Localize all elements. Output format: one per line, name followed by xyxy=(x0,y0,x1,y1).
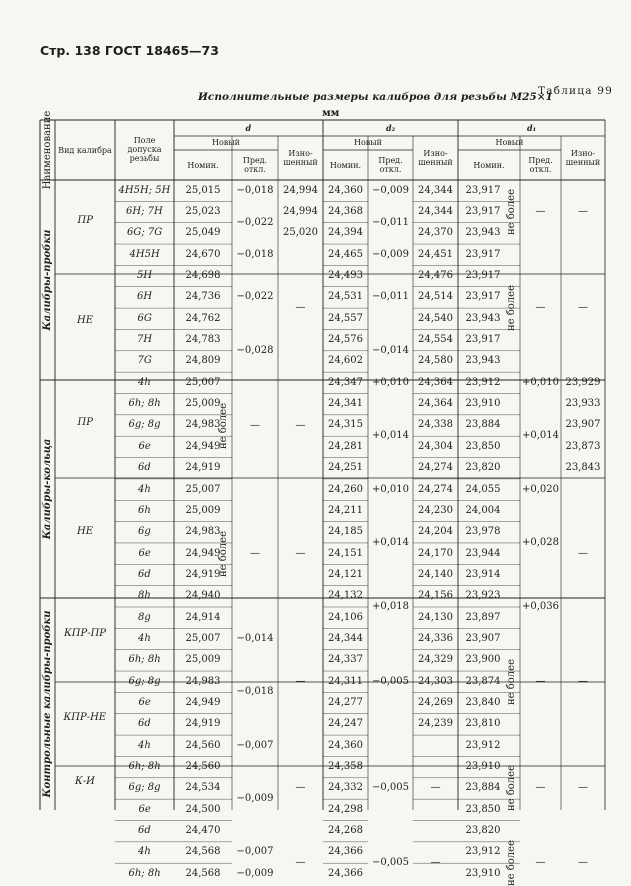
d-worn: 25,020 xyxy=(283,227,318,239)
d-worn: 24,994 xyxy=(283,205,318,217)
d2-worn: 24,140 xyxy=(418,568,453,580)
d-nominal: 24,736 xyxy=(185,291,221,303)
d2-nominal: 24,394 xyxy=(328,227,363,239)
not-more-than-label: не более xyxy=(218,402,229,449)
tolerance-field: 6g; 8g xyxy=(128,419,161,431)
d2-worn: 24,364 xyxy=(418,398,453,410)
d-deviation: −0,018 xyxy=(236,248,274,260)
d-nominal: 24,783 xyxy=(185,334,221,346)
dash-cell: — xyxy=(295,857,306,869)
d2-deviation-merged: −0,005 xyxy=(372,857,410,869)
d2-deviation-merged: +0,014 xyxy=(372,430,410,442)
d1-nominal: 23,912 xyxy=(465,846,501,858)
d1-nominal: 23,943 xyxy=(465,355,501,367)
d2-worn: 24,329 xyxy=(418,654,453,666)
dash-cell: — xyxy=(578,857,588,869)
d-nominal: 25,009 xyxy=(185,504,221,516)
d-nominal: 24,470 xyxy=(185,825,221,837)
d1-nominal: 23,944 xyxy=(465,547,501,559)
d1-deviation-merged: +0,014 xyxy=(522,430,560,442)
d-nominal: 24,568 xyxy=(185,846,221,858)
dash-cell: — xyxy=(250,419,260,431)
dash-cell: — xyxy=(535,302,546,314)
d-nominal: 24,762 xyxy=(185,312,221,324)
d2-nominal: 24,251 xyxy=(328,462,363,474)
d-nominal: 25,049 xyxy=(185,227,221,239)
kind-label: ПР xyxy=(77,417,93,428)
new-header: Новый xyxy=(212,138,240,147)
group-label: Калибры-кольца xyxy=(41,438,53,540)
d2-worn: 24,170 xyxy=(418,547,453,559)
d2-deviation: +0,010 xyxy=(372,483,410,495)
d2-deviation-merged: −0,014 xyxy=(372,344,410,356)
not-more-than-label: не более xyxy=(506,765,517,812)
d2-nominal: 24,298 xyxy=(328,803,363,815)
d2-nominal: 24,277 xyxy=(328,697,363,708)
d-nominal: 25,007 xyxy=(185,376,221,388)
d1-nominal: 23,912 xyxy=(465,739,501,751)
d2-nominal: 24,315 xyxy=(328,419,363,431)
d2-worn: 24,554 xyxy=(418,334,453,346)
d2-header: d₂ xyxy=(386,123,396,133)
d1-deviation: +0,010 xyxy=(522,376,560,388)
dash-cell: — xyxy=(578,302,588,314)
d-nominal: 25,023 xyxy=(185,205,221,217)
tolerance-field: 6h; 8h xyxy=(128,867,161,879)
kind-label: К-И xyxy=(75,776,95,787)
d2-worn: 24,476 xyxy=(418,270,453,281)
d2-nominal: 24,368 xyxy=(328,205,363,217)
tolerance-field: 4h xyxy=(138,632,151,644)
d1-nominal: 23,978 xyxy=(465,526,501,538)
d2-worn: 24,274 xyxy=(418,462,453,474)
d1-nominal: 23,917 xyxy=(465,270,501,281)
tolerance-field: 6g; 8g xyxy=(128,675,161,687)
tolerance-field: 6e xyxy=(138,547,151,559)
d2-worn: 24,269 xyxy=(418,697,453,708)
d1-nominal: 23,917 xyxy=(465,334,501,346)
d2-nominal: 24,132 xyxy=(328,590,363,602)
not-more-than-label: не более xyxy=(218,530,229,577)
d-nominal: 24,809 xyxy=(185,355,221,367)
d-nominal: 24,560 xyxy=(185,739,221,751)
tolerance-field: 6G; 7G xyxy=(127,227,163,239)
group-label: Калибры-пробки xyxy=(41,229,53,331)
tolerance-field: 6d xyxy=(138,462,151,474)
d-nominal: 24,949 xyxy=(185,547,221,559)
d2-worn: 24,344 xyxy=(418,205,453,217)
pred-otkl-header: Пред. откл. xyxy=(378,156,403,175)
tolerance-field: 6e xyxy=(138,697,151,708)
d1-nominal: 23,884 xyxy=(465,419,501,431)
tolerance-field: 6h xyxy=(138,504,151,516)
d1-nominal: 23,874 xyxy=(465,675,501,687)
tolerance-field: 6g; 8g xyxy=(128,782,161,794)
dash-cell: — xyxy=(295,419,306,431)
d1-nominal: 23,912 xyxy=(465,376,501,388)
dash-cell: — xyxy=(535,782,546,794)
d2-worn: 24,364 xyxy=(418,376,453,388)
d2-nominal: 24,360 xyxy=(328,184,363,196)
tolerance-field: 6h; 8h xyxy=(128,398,161,410)
d-nominal: 24,919 xyxy=(185,462,221,474)
d2-nominal: 24,465 xyxy=(328,248,363,260)
d2-deviation-merged: +0,018 xyxy=(372,601,410,612)
d-nominal: 25,007 xyxy=(185,632,221,644)
d-nominal: 24,568 xyxy=(185,867,221,879)
d1-nominal: 23,910 xyxy=(465,398,501,410)
tolerance-field: 4H5H xyxy=(129,248,160,260)
tolerance-field: 6e xyxy=(138,440,151,452)
d1-nominal: 23,917 xyxy=(465,291,501,303)
d-deviation: −0,007 xyxy=(236,846,274,858)
d2-nominal: 24,268 xyxy=(328,825,363,837)
d2-worn: 24,540 xyxy=(418,312,453,324)
tolerance-field: 6d xyxy=(138,568,151,580)
d2-worn: 24,338 xyxy=(418,419,453,431)
d2-nominal: 24,341 xyxy=(328,398,363,410)
d1-nominal: 23,943 xyxy=(465,312,501,324)
pred-otkl-header: Пред. откл. xyxy=(242,156,268,175)
tolerance-field: 4h xyxy=(138,739,151,751)
tolerance-field: 4h xyxy=(138,483,151,495)
not-more-than-label: не более xyxy=(506,658,517,705)
tolerance-field: 6H xyxy=(137,291,153,303)
kind-label: КПР-НЕ xyxy=(63,712,107,723)
tolerance-field: 8h xyxy=(138,590,151,602)
d1-nominal: 23,923 xyxy=(465,590,501,602)
d1-deviation-merged: +0,036 xyxy=(522,601,560,612)
not-more-than-label: не более xyxy=(506,840,517,886)
dash-cell: — xyxy=(578,547,588,559)
d2-deviation: +0,010 xyxy=(372,376,410,388)
table-number: Таблица 99 xyxy=(538,85,613,97)
d1-nominal: 23,884 xyxy=(465,782,501,794)
d-deviation-merged: −0,009 xyxy=(236,793,274,805)
name-column-header: Наименование xyxy=(41,110,53,190)
d1-nominal: 23,943 xyxy=(465,227,501,239)
d1-nominal: 23,850 xyxy=(465,440,501,452)
d1-nominal: 24,004 xyxy=(465,504,501,516)
d1-worn: 23,907 xyxy=(565,419,601,431)
kind-label: НЕ xyxy=(77,526,94,537)
dash-cell: — xyxy=(430,857,441,869)
d-deviation-merged: −0,018 xyxy=(236,686,274,698)
worn-header: Изно-шенный xyxy=(418,149,453,168)
group-label: Контрольные калибры-пробки xyxy=(41,610,53,798)
new-header: Новый xyxy=(495,138,524,147)
kind-label: НЕ xyxy=(77,315,94,326)
tolerance-field: 6h; 8h xyxy=(128,761,161,773)
d2-nominal: 24,337 xyxy=(328,654,363,666)
d2-nominal: 24,247 xyxy=(328,718,363,730)
d-nominal: 24,919 xyxy=(185,718,221,730)
dash-cell: — xyxy=(295,302,306,314)
d-nominal: 24,940 xyxy=(185,590,221,602)
d2-worn: 24,580 xyxy=(418,355,453,367)
tolerance-field: 4H5H; 5H xyxy=(118,184,171,196)
d2-nominal: 24,557 xyxy=(328,312,363,324)
d1-nominal: 23,840 xyxy=(465,697,501,708)
d2-deviation-merged: −0,005 xyxy=(372,675,410,687)
d2-worn: 24,336 xyxy=(418,632,453,644)
d1-nominal: 23,820 xyxy=(465,825,501,837)
tolerance-field: 6G xyxy=(137,312,152,324)
kind-label: КПР-ПР xyxy=(64,628,107,639)
page-header: Стр. 138 ГОСТ 18465—73 xyxy=(40,43,219,58)
dash-cell: — xyxy=(295,675,306,687)
d2-nominal: 24,347 xyxy=(328,376,363,388)
d-nominal: 25,009 xyxy=(185,654,221,666)
d-deviation-merged: −0,022 xyxy=(236,291,274,303)
d-deviation-merged: −0,028 xyxy=(236,344,274,356)
d-nominal: 24,698 xyxy=(185,270,221,281)
d2-worn: 24,514 xyxy=(418,291,453,303)
d1-worn: 23,929 xyxy=(565,376,601,388)
d-nominal: 24,949 xyxy=(185,697,221,708)
d1-nominal: 23,910 xyxy=(465,867,501,879)
d1-worn: 23,873 xyxy=(565,440,601,452)
tolerance-field: 6g xyxy=(138,526,151,538)
d-deviation: −0,007 xyxy=(236,739,274,751)
d2-nominal: 24,211 xyxy=(328,504,363,516)
d2-nominal: 24,360 xyxy=(328,739,363,751)
kind-label: ПР xyxy=(77,215,93,226)
d2-nominal: 24,185 xyxy=(328,526,363,538)
d2-nominal: 24,260 xyxy=(328,483,363,495)
d2-worn: 24,370 xyxy=(418,227,453,239)
d2-nominal: 24,531 xyxy=(328,291,363,303)
d2-nominal: 24,576 xyxy=(328,334,363,346)
d2-worn: 24,303 xyxy=(418,675,453,687)
d2-worn: 24,304 xyxy=(418,440,453,452)
d-deviation: −0,009 xyxy=(236,867,274,879)
d1-nominal: 23,917 xyxy=(465,205,501,217)
d-header: d xyxy=(245,123,252,133)
d2-nominal: 24,366 xyxy=(328,867,363,879)
tolerance-field: 4h xyxy=(138,846,151,858)
units-label: мм xyxy=(322,108,340,119)
dash-cell: — xyxy=(535,206,546,218)
table-title: Исполнительные размеры калибров для резьбы M25×1 xyxy=(198,91,553,103)
d-nominal: 24,914 xyxy=(185,611,221,623)
d2-nominal: 24,493 xyxy=(328,270,363,281)
d1-nominal: 23,810 xyxy=(465,718,501,730)
d-nominal: 24,919 xyxy=(185,568,221,580)
d1-header: d₁ xyxy=(527,123,537,133)
d-nominal: 24,670 xyxy=(185,248,221,260)
dash-cell: — xyxy=(430,782,441,794)
dash-cell: — xyxy=(578,675,588,687)
d2-worn: 24,204 xyxy=(418,526,453,538)
d-deviation-merged: −0,022 xyxy=(236,216,274,228)
worn-header: Изно-шенный xyxy=(283,149,318,168)
dash-cell: — xyxy=(578,782,588,794)
d-nominal: 24,983 xyxy=(185,675,221,687)
dash-cell: — xyxy=(295,782,306,794)
d2-nominal: 24,602 xyxy=(328,355,363,367)
d1-nominal: 23,907 xyxy=(465,632,501,644)
d1-nominal: 23,850 xyxy=(465,803,501,815)
dash-cell: — xyxy=(295,547,306,559)
d1-nominal: 23,900 xyxy=(465,654,501,666)
d2-nominal: 24,344 xyxy=(328,632,363,644)
d1-nominal: 23,897 xyxy=(465,611,501,623)
d2-deviation-merged: +0,014 xyxy=(372,536,410,548)
d2-nominal: 24,366 xyxy=(328,846,363,858)
tolerance-field: 4h xyxy=(138,376,151,388)
d-nominal: 25,009 xyxy=(185,398,221,410)
dash-cell: — xyxy=(250,547,260,559)
d1-nominal: 23,914 xyxy=(465,568,501,580)
nomin-header: Номин. xyxy=(187,160,219,170)
new-header: Новый xyxy=(354,138,382,147)
pred-otkl-header: Пред. откл. xyxy=(528,156,553,175)
d2-deviation-merged: −0,005 xyxy=(372,782,410,794)
d1-worn: 23,933 xyxy=(565,398,601,410)
not-more-than-label: не более xyxy=(506,189,517,236)
kind-column-header: Вид калибра xyxy=(58,145,112,155)
d-deviation: −0,014 xyxy=(236,632,274,644)
d2-deviation: −0,009 xyxy=(372,248,410,260)
d-nominal: 24,534 xyxy=(185,782,221,794)
d2-deviation: −0,009 xyxy=(372,184,410,196)
d2-worn: 24,130 xyxy=(418,611,453,623)
d2-deviation-merged: −0,011 xyxy=(372,291,410,303)
d2-nominal: 24,106 xyxy=(328,611,363,623)
tolerance-field: 7G xyxy=(137,355,152,367)
d2-nominal: 24,281 xyxy=(328,440,363,452)
d-deviation: −0,018 xyxy=(236,184,274,196)
d1-deviation: +0,020 xyxy=(522,483,560,495)
d1-deviation-merged: +0,028 xyxy=(522,536,560,548)
d-nominal: 24,500 xyxy=(185,803,221,815)
not-more-than-label: не более xyxy=(506,285,517,332)
d1-nominal: 23,917 xyxy=(465,248,501,260)
d2-nominal: 24,332 xyxy=(328,782,363,794)
field-column-header: Поле допуска резьбы xyxy=(127,136,162,164)
d2-nominal: 24,121 xyxy=(328,568,363,580)
d2-worn: 24,274 xyxy=(418,483,453,495)
d2-nominal: 24,358 xyxy=(328,761,363,773)
d2-worn: 24,156 xyxy=(418,590,453,602)
d-nominal: 24,983 xyxy=(185,526,221,538)
tolerance-field: 6d xyxy=(138,718,151,730)
d2-worn: 24,239 xyxy=(418,718,453,730)
d1-nominal: 23,910 xyxy=(465,761,501,773)
d1-nominal: 23,917 xyxy=(465,184,501,196)
tolerance-field: 6e xyxy=(138,803,151,815)
d2-nominal: 24,151 xyxy=(328,547,363,559)
tolerance-field: 6d xyxy=(138,825,151,837)
dash-cell: — xyxy=(535,857,546,869)
d-nominal: 24,983 xyxy=(185,419,221,431)
dash-cell: — xyxy=(578,206,588,218)
d-nominal: 25,015 xyxy=(185,184,221,196)
d1-worn: 23,843 xyxy=(565,462,601,474)
nomin-header: Номин. xyxy=(473,160,505,170)
nomin-header: Номин. xyxy=(329,160,362,170)
d-nominal: 24,949 xyxy=(185,440,221,452)
tolerance-field: 6h; 8h xyxy=(128,654,161,666)
d-worn: 24,994 xyxy=(283,184,318,196)
tolerance-field: 5H xyxy=(137,270,153,281)
dash-cell: — xyxy=(535,675,546,687)
d2-nominal: 24,311 xyxy=(328,675,363,687)
d2-deviation-merged: −0,011 xyxy=(372,216,410,228)
d1-nominal: 23,820 xyxy=(465,462,501,474)
d1-nominal: 24,055 xyxy=(465,483,501,495)
d-nominal: 25,007 xyxy=(185,483,221,495)
d-nominal: 24,560 xyxy=(185,761,221,773)
tolerance-field: 7H xyxy=(137,334,153,346)
d2-worn: 24,451 xyxy=(418,248,453,260)
worn-header: Изно-шенный xyxy=(565,149,601,168)
tolerance-field: 8g xyxy=(138,611,151,623)
tolerance-field: 6H; 7H xyxy=(126,205,163,217)
d2-worn: 24,344 xyxy=(418,184,453,196)
d2-worn: 24,230 xyxy=(418,504,453,516)
